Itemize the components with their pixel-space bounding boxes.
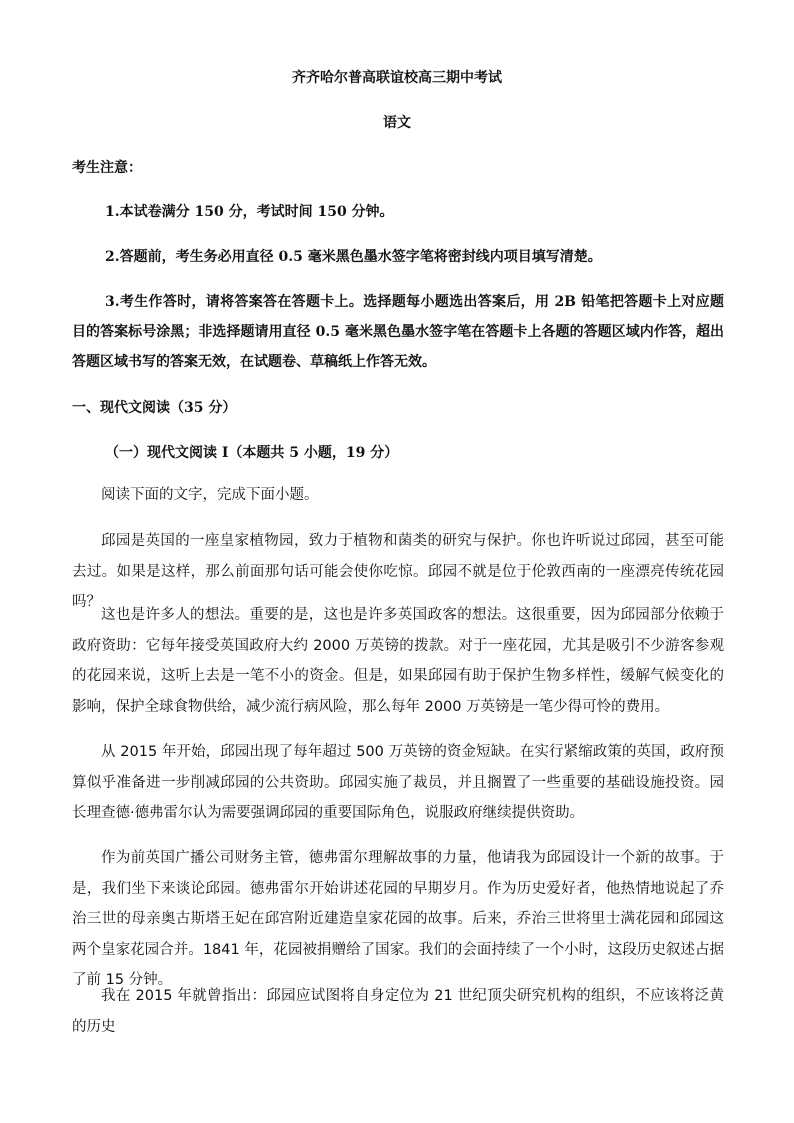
- notice-heading: 考生注意：: [72, 160, 142, 176]
- passage-paragraph-5: 我在 2015 年就曾指出：邱园应试图将自身定位为 21 世纪顶尖研究机构的组织，不应该将泛黄的历史: [72, 988, 724, 1035]
- passage-paragraph-2: 这也是许多人的想法。重要的是，这也是许多英国政客的想法。这很重要，因为邱园部分依赖于政府资助：它每年接受英国政府大约 2000 万英镑的拨款。对于一座花园，尤其是吸引不少游客参观的花园来说，这听上去是一笔不小的资金。但是，如果邱园有助于保护生物多样性，缓解气候变化的影响，保护全球食物供给，减少流行病风险，那么每年 2000 万英镑是一笔少得可怜的费用。: [72, 607, 724, 715]
- subject-title: 语文: [383, 115, 411, 131]
- subsection-title: （一）现代文阅读 I（本题共 5 小题，19 分）: [105, 445, 399, 461]
- passage-paragraph-1: 邱园是英国的一座皇家植物园，致力于植物和菌类的研究与保护。你也许听说过邱园，甚至可能去过。如果是这样，那么前面那句话可能会使你吃惊。邱园不就是位于伦敦西南的一座漂亮传统花园吗？: [72, 533, 724, 610]
- passage-paragraph-4: 作为前英国广播公司财务主管，德弗雷尔理解故事的力量，他请我为邱园设计一个新的故事。于是，我们坐下来谈论邱园。德弗雷尔开始讲述花园的早期岁月。作为历史爱好者，他热情地说起了乔治三世的母亲奥古斯塔王妃在邱宫附近建造皇家花园的故事。后来，乔治三世将里士满花园和邱园这两个皇家花园合并。1841 年，花园被捐赠给了国家。我们的会面持续了一个小时，这段历史叙述占据了前 15 分钟。: [72, 850, 724, 988]
- reading-instruction: 阅读下面的文字，完成下面小题。: [101, 487, 319, 503]
- passage-paragraph-3: 从 2015 年开始，邱园出现了每年超过 500 万英镑的资金短缺。在实行紧缩政策的英国，政府预算似乎准备进一步削减邱园的公共资助。邱园实施了裁员，并且搁置了一些重要的基础设施投资。园长理查德·德弗雷尔认为需要强调邱园的重要国际角色，说服政府继续提供资助。: [72, 744, 724, 821]
- notice-item-2: 2.答题前，考生务必用直径 0.5 毫米黑色墨水签字笔将密封线内项目填写清楚。: [105, 249, 602, 265]
- notice-item-1: 1.本试卷满分 150 分，考试时间 150 分钟。: [105, 204, 394, 220]
- notice-item-3: 3.考生作答时，请将答案答在答题卡上。选择题每小题选出答案后，用 2B 铅笔把答题卡上对应题目的答案标号涂黑；非选择题请用直径 0.5 毫米黑色墨水签字笔在答题卡上各题的答题区域内作答，超出答题区域书写的答案无效，在试题卷、草稿纸上作答无效。: [72, 294, 724, 370]
- section-title: 一、现代文阅读（35 分）: [72, 400, 237, 416]
- exam-title: 齐齐哈尔普高联谊校高三期中考试: [292, 70, 502, 86]
